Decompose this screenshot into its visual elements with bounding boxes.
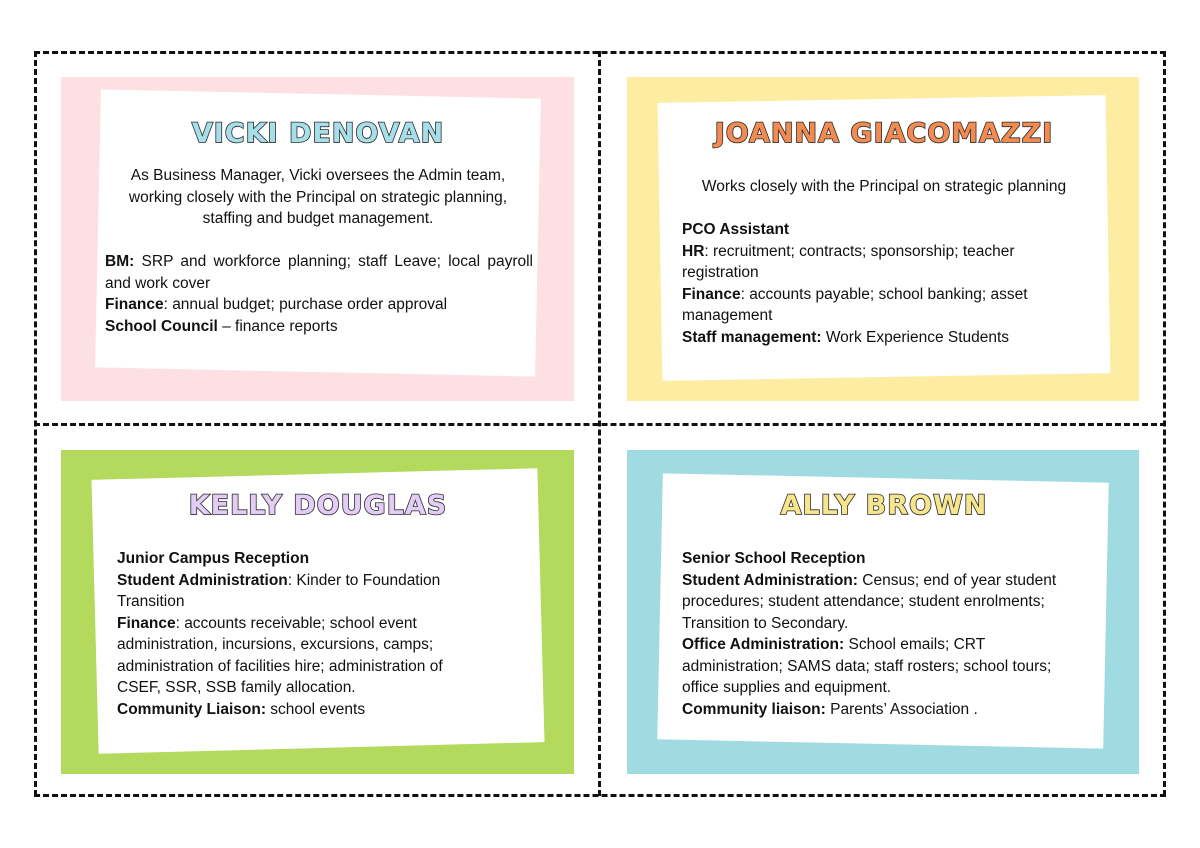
card-heading: Senior School Reception <box>682 550 866 567</box>
card-vicki <box>100 118 536 149</box>
card-intro: Works closely with the Principal on strategic planning <box>701 178 1067 195</box>
card-kelly <box>98 490 538 521</box>
detail-line: HR: recruitment; contracts; sponsorship; teacher registration <box>682 242 1015 281</box>
detail-line: School Council – finance reports <box>105 317 338 335</box>
detail-line: BM: SRP and workforce planning; staff Leave; local payroll and work cover <box>105 253 533 292</box>
detail-line: Finance: annual budget; purchase order approval <box>105 296 448 313</box>
card-heading: PCO Assistant <box>682 221 790 238</box>
card-intro: As Business Manager, Vicki oversees the Admin team, working closely with the Principal on strategic planning, staffing and budget management. <box>128 167 508 227</box>
card-name: JOANNA GIACOMAZZI <box>714 118 1054 149</box>
card-ally <box>664 490 1104 521</box>
detail-line: Student Administration: Census; end of year student procedures; student attendance; student enrolments; Transition to Secondary. <box>682 571 1057 632</box>
card-name: ALLY BROWN <box>780 490 988 521</box>
detail-line: Finance: accounts payable; school banking; asset management <box>682 285 1028 324</box>
card-heading: Junior Campus Reception <box>117 550 310 567</box>
card-details <box>105 251 533 337</box>
detail-line: Office Administration: School emails; CRT administration; SAMS data; staff rosters; school tours; office supplies and equipment. <box>682 636 1052 696</box>
detail-line: Student Administration: Kinder to Foundation Transition <box>117 571 441 610</box>
card-details <box>117 548 487 720</box>
detail-line: Staff management: Work Experience Students <box>682 328 1010 346</box>
detail-line: Community liaison: Parents’ Association . <box>682 700 978 718</box>
cut-line-left <box>34 51 37 796</box>
cut-line-center <box>598 51 601 796</box>
card-name: KELLY DOUGLAS <box>188 490 448 521</box>
card-details <box>682 548 1087 720</box>
card-details <box>682 219 1082 348</box>
detail-line: Community Liaison: school events <box>117 700 366 718</box>
detail-line: Finance: accounts receivable; school event administration, incursions, excursions, camps; administration of facilities hire; administration of CSEF, SSR, SSB family allocation. <box>117 614 443 696</box>
card-joanna <box>664 118 1104 149</box>
card-name: VICKI DENOVAN <box>191 118 445 149</box>
cut-line-right <box>1163 51 1166 796</box>
